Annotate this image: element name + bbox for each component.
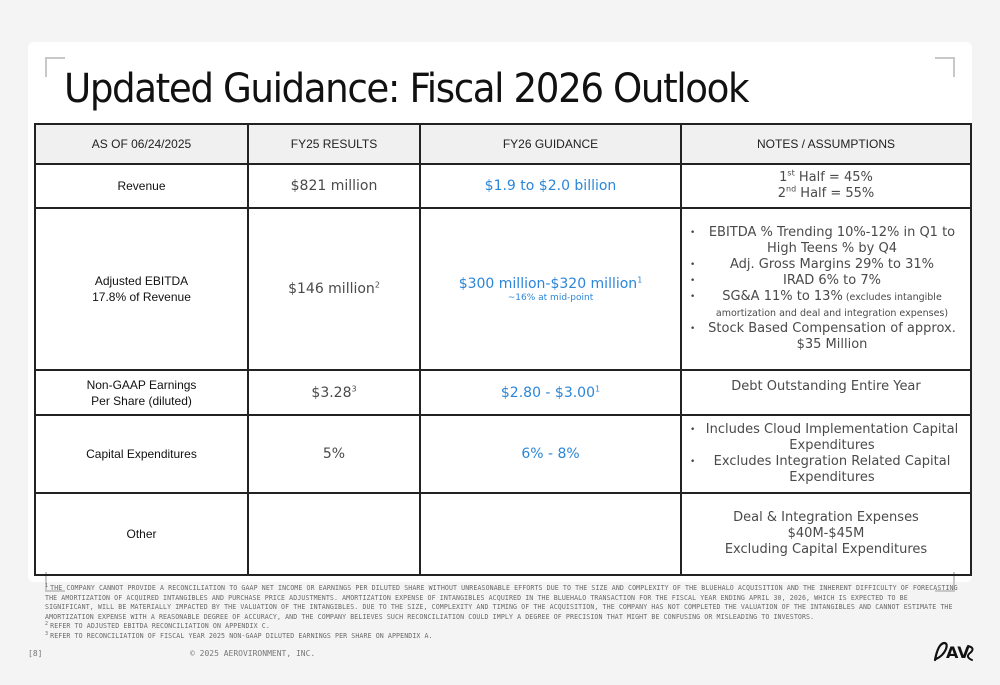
row-label-revenue: Revenue: [35, 164, 248, 208]
footnotes: [45, 584, 960, 642]
list-item: • SG&A 11% to 13% (excludes intangible amortization and deal and integration expenses): [686, 289, 966, 321]
fy26-revenue-guidance: $1.9 to $2.0 billion: [420, 164, 681, 208]
fy25-eps-value: $3.28$^3$: [248, 370, 420, 415]
row-label-other: Other: [35, 493, 248, 575]
list-item: • Adj. Gross Margins 29% to 31%: [686, 257, 966, 273]
fy26-other-empty: [420, 493, 681, 575]
eps-label-line2: Per Share (diluted): [91, 393, 192, 408]
fy25-capex-value: 5%: [248, 415, 420, 493]
table-row-eps: [35, 370, 971, 415]
capex-notes: [681, 415, 971, 493]
list-item: • Includes Cloud Implementation Capital Expenditures: [686, 422, 966, 454]
fy26-capex-guidance: 6% - 8%: [420, 415, 681, 493]
fy26-eps-guidance: $2.80 - $3.00$^1$: [420, 370, 681, 415]
header-as-of: AS OF 06/24/2025: [35, 124, 248, 164]
header-notes-assumptions: NOTES / ASSUMPTIONS: [681, 124, 971, 164]
list-item: • IRAD 6% to 7%: [686, 273, 966, 289]
header-fy25-results: FY25 RESULTS: [248, 124, 420, 164]
fy25-revenue-value: $821 million: [248, 164, 420, 208]
table-header-row: [35, 124, 971, 164]
footnote-2: $^2$ REFER TO ADJUSTED EBITDA RECONCILIATION ON APPENDIX C.: [45, 621, 270, 631]
guidance-table: [34, 123, 972, 576]
fy26-ebitda-guidance: $300 million-$320 million$^1$ ~16% at mid-point: [420, 208, 681, 370]
fy25-other-empty: [248, 493, 420, 575]
fy25-ebitda-value: $146 million$^2$: [248, 208, 420, 370]
revenue-notes: [681, 164, 971, 208]
other-note-line1: Deal & Integration Expenses: [733, 510, 919, 525]
table-row-other: [35, 493, 971, 575]
eps-notes: Debt Outstanding Entire Year: [681, 370, 971, 415]
ebitda-midpoint-note: ~16% at mid-point: [507, 292, 594, 303]
corner-mark-top-right: [935, 57, 955, 77]
av-logo-icon: [932, 638, 976, 664]
list-item: • EBITDA % Trending 10%-12% in Q1 to High Teens % by Q4: [686, 225, 966, 257]
header-fy26-guidance: FY26 GUIDANCE: [420, 124, 681, 164]
page-number: [8]: [28, 649, 43, 658]
other-note-line3: Excluding Capital Expenditures: [724, 542, 928, 557]
copyright-notice: © 2025 AEROVIRONMENT, INC.: [190, 649, 316, 658]
table-row-adjusted-ebitda: [35, 208, 971, 370]
table-row-capex: [35, 415, 971, 493]
ebitda-label-line2: 17.8% of Revenue: [92, 290, 191, 304]
ebitda-label-line1: Adjusted EBITDA: [94, 274, 189, 288]
other-note-line2: $40M-$45M: [787, 526, 865, 541]
revenue-note-second-half: 2nd Half = 55%: [777, 184, 875, 201]
footnote-3: $^3$ REFER TO RECONCILIATION OF FISCAL YEAR 2025 NON-GAAP DILUTED EARNINGS PER SHARE ON APPENDIX A.: [45, 630, 433, 640]
row-label-eps: [35, 370, 248, 415]
corner-mark-top-left: [45, 57, 65, 77]
list-item: • Excludes Integration Related Capital Expenditures: [686, 454, 966, 486]
page-title: Updated Guidance: Fiscal 2026 Outlook: [64, 66, 749, 112]
revenue-note-first-half: 1st Half = 45%: [779, 168, 873, 185]
ebitda-notes: [681, 208, 971, 370]
table-row-revenue: [35, 164, 971, 208]
row-label-capex: Capital Expenditures: [35, 415, 248, 493]
eps-label-line1: Non-GAAP Earnings: [86, 377, 197, 392]
svg-text:AV: AV: [946, 643, 970, 662]
row-label-adjusted-ebitda: [35, 208, 248, 370]
other-notes: [681, 493, 971, 575]
list-item: • Stock Based Compensation of approx. $35 Million: [686, 321, 966, 353]
footnote-1: $^1$ THE COMPANY CANNOT PROVIDE A RECONCILIATION TO GAAP NET INCOME OR EARNINGS PER DILUTED SHARE WITHOUT UNREASONABLE EFFORTS DUE TO THE SIZE AND COMPLEXITY OF THE BLUEHALO ACQUISITION AND THE INHERENT DIFFICULTY OF FORECASTING THE AMORTIZATION OF ACQUIRED INTANGIBLES AND PURCHASE PRICE ADJUSTMENTS. AMORTIZATION EXPENSE OF INTANGIBLES ACQUIRED IN THE BLUEHALO TRANSACTION FOR THE FISCAL YEAR ENDING APRIL 30, 2026, WHICH IS EXPECTED TO BE SIGNIFICANT, WILL BE MATERIALLY IMPACTED BY THE VALUATION OF THE INTANGIBLES. DUE TO THE SIZE, COMPLEXITY AND TIMING OF THE ACQUISITION, THE COMPANY HAS NOT COMPLETED THE VALUATION OF THE INTANGIBLES AND CANNOT ESTIMATE THE AMORTIZATION EXPENSE WITH A REASONABLE DEGREE OF ACCURACY, AND THE COMPANY BELIEVES SUCH RECONCILIATION COULD IMPLY A DEGREE OF PRECISION THAT MIGHT BE CONFUSING OR MISLEADING TO INVESTORS.: [45, 582, 958, 621]
